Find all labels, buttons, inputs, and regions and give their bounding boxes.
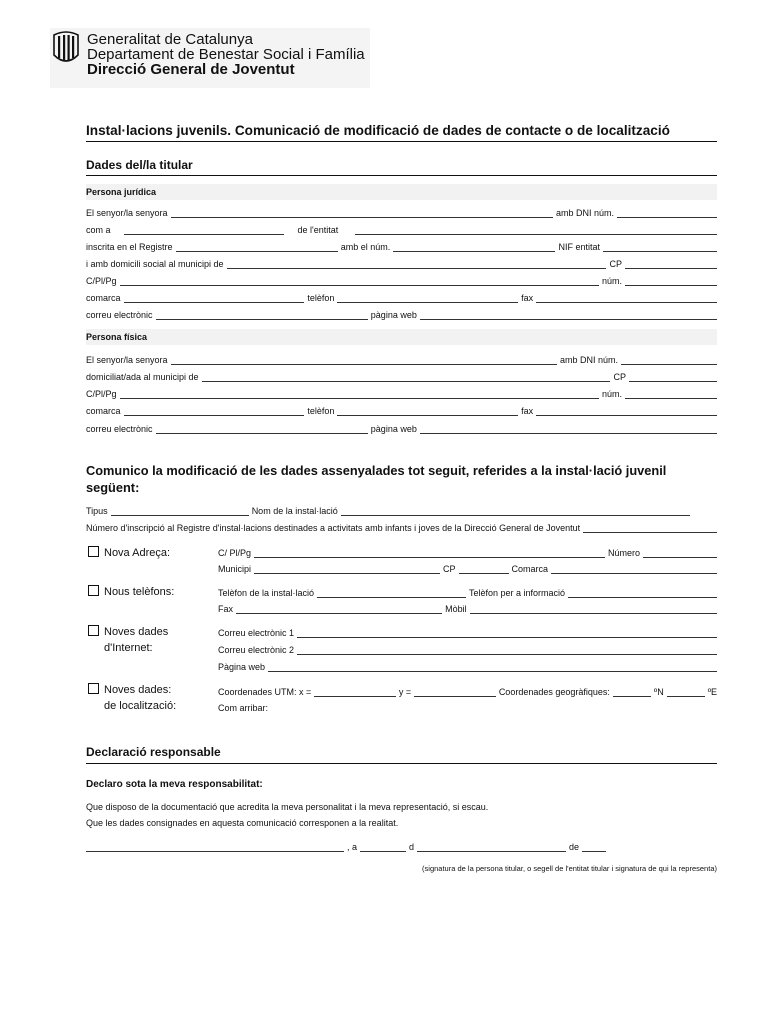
com-arribar-label: Com arribar: xyxy=(218,703,269,713)
juridica-heading: Persona jurídica xyxy=(86,187,157,197)
nous-telefons-checkbox[interactable] xyxy=(88,585,99,596)
label: NIF entitat xyxy=(558,242,600,252)
municipi-field[interactable] xyxy=(227,260,607,269)
comarca-field[interactable] xyxy=(124,407,305,416)
num-field[interactable] xyxy=(625,390,717,399)
telefons-row-2 xyxy=(218,602,717,614)
geo-e-field[interactable] xyxy=(667,688,705,697)
comarca-field[interactable] xyxy=(551,565,717,574)
label: Fax xyxy=(218,604,234,614)
nom-installacio-field[interactable] xyxy=(341,507,690,516)
label: Coordenades UTM: x = xyxy=(218,687,312,697)
fisica-row-3 xyxy=(86,387,717,399)
localitzacio-label-2: de localització: xyxy=(104,700,177,712)
localitzacio-row-2 xyxy=(218,701,717,713)
utm-x-field[interactable] xyxy=(314,688,396,697)
label: núm. xyxy=(601,389,622,399)
label: telèfon xyxy=(307,406,335,416)
label: de xyxy=(568,842,579,852)
label: de l'entitat xyxy=(297,225,339,235)
label: núm. xyxy=(601,276,622,286)
label: ºE xyxy=(707,687,717,697)
senyor-field[interactable] xyxy=(171,209,553,218)
label: Municipi xyxy=(218,564,252,574)
telefons-row-1 xyxy=(218,586,717,598)
declaracio-rule xyxy=(86,763,717,764)
section-titular-rule xyxy=(86,175,717,176)
label: domiciliat/ada al municipi de xyxy=(86,372,199,382)
label: Número d'inscripció al Registre d'instal·lacions destinades a activitats amb infants i joves de la Direcció General de Joventut xyxy=(86,523,581,533)
organization-name xyxy=(87,32,365,77)
telefon-field[interactable] xyxy=(337,407,518,416)
label: CP xyxy=(609,259,622,269)
label: correu electrònic xyxy=(86,310,153,320)
nous-telefons-label: Nous telèfons: xyxy=(104,586,175,598)
fax-field[interactable] xyxy=(236,605,442,614)
mobil-field[interactable] xyxy=(470,605,717,614)
tipus-row xyxy=(86,504,690,516)
com-a-field[interactable] xyxy=(124,226,284,235)
inscripcio-row xyxy=(86,521,717,533)
adreca-field[interactable] xyxy=(120,277,599,286)
sign-year-field[interactable] xyxy=(582,843,606,852)
dni-field[interactable] xyxy=(617,209,717,218)
adreca-row-1 xyxy=(218,546,717,558)
label: Telèfon per a informació xyxy=(469,588,566,598)
nova-adreca-checkbox[interactable] xyxy=(88,546,99,557)
internet-label-1: Noves dades xyxy=(104,626,169,638)
label: ºN xyxy=(653,687,664,697)
declaracio-line-1: Que disposo de la documentació que acredita la meva personalitat i la meva representació, si escau. xyxy=(86,802,489,812)
title-rule xyxy=(86,141,717,142)
registre-field[interactable] xyxy=(176,243,338,252)
adreca-field[interactable] xyxy=(120,390,599,399)
fisica-row-1 xyxy=(86,353,717,365)
org-line-1: Generalitat de Catalunya xyxy=(87,31,253,48)
label: CP xyxy=(613,372,626,382)
label: Pàgina web xyxy=(218,662,266,672)
comarca-field[interactable] xyxy=(124,294,305,303)
comunico-heading: Comunico la modificació de les dades assenyalades tot seguit, referides a la instal·lació juvenil següent: xyxy=(86,463,667,495)
correu-1-field[interactable] xyxy=(297,629,717,638)
label: comarca xyxy=(86,293,121,303)
label: C/ Pl/Pg xyxy=(218,548,252,558)
numero-field[interactable] xyxy=(643,549,717,558)
web-field[interactable] xyxy=(268,663,717,672)
nous-telefons-option[interactable] xyxy=(88,584,174,600)
senyor-field[interactable] xyxy=(171,356,557,365)
sign-day-field[interactable] xyxy=(360,843,406,852)
internet-checkbox[interactable] xyxy=(88,625,99,636)
label: C/Pl/Pg xyxy=(86,276,117,286)
juridica-row-7 xyxy=(86,308,717,320)
label: amb el núm. xyxy=(340,242,391,252)
fisica-row-5 xyxy=(86,422,717,434)
nif-field[interactable] xyxy=(603,243,717,252)
internet-row-3 xyxy=(218,660,717,672)
label: Nom de la instal·lació xyxy=(251,506,338,516)
label: Comarca xyxy=(511,564,549,574)
label: El senyor/la senyora xyxy=(86,208,168,218)
fisica-row-4 xyxy=(86,404,717,416)
sign-name-field[interactable] xyxy=(86,843,344,852)
localitzacio-checkbox[interactable] xyxy=(88,683,99,694)
signature-note: (signatura de la persona titular, o segell de l'entitat titular i signatura de qui la representa) xyxy=(422,864,717,873)
juridica-row-3 xyxy=(86,240,717,252)
geo-n-field[interactable] xyxy=(613,688,651,697)
correu-field[interactable] xyxy=(156,311,368,320)
label: Tipus xyxy=(86,506,108,516)
label: pàgina web xyxy=(370,424,417,434)
sign-month-field[interactable] xyxy=(417,843,566,852)
adreca-field[interactable] xyxy=(254,549,605,558)
internet-row-1 xyxy=(218,626,717,638)
juridica-row-1 xyxy=(86,206,717,218)
juridica-row-4 xyxy=(86,257,717,269)
declaracio-subheading: Declaro sota la meva responsabilitat: xyxy=(86,779,263,790)
localitzacio-row-1 xyxy=(218,685,717,697)
declaracio-line-2: Que les dades consignades en aquesta comunicació corresponen a la realitat. xyxy=(86,818,399,828)
label: pàgina web xyxy=(370,310,417,320)
juridica-bar xyxy=(86,184,717,200)
internet-label-2: d'Internet: xyxy=(104,642,153,654)
nova-adreca-label: Nova Adreça: xyxy=(104,547,171,559)
section-titular-heading: Dades del/la titular xyxy=(86,158,193,172)
label: comarca xyxy=(86,406,121,416)
declaracio-heading: Declaració responsable xyxy=(86,745,221,759)
localitzacio-option[interactable] xyxy=(88,682,176,714)
correu-field[interactable] xyxy=(156,425,368,434)
nova-adreca-option[interactable] xyxy=(88,545,170,561)
label: El senyor/la senyora xyxy=(86,355,168,365)
correu-2-field[interactable] xyxy=(297,646,717,655)
label: y = xyxy=(398,687,412,697)
label: amb DNI núm. xyxy=(559,355,618,365)
label: Correu electrònic 1 xyxy=(218,628,295,638)
num-field[interactable] xyxy=(625,277,717,286)
juridica-row-5 xyxy=(86,274,717,286)
label: Número xyxy=(607,548,640,558)
label: , a xyxy=(347,842,358,852)
sign-row xyxy=(86,840,606,852)
municipi-field[interactable] xyxy=(202,373,611,382)
generalitat-logo xyxy=(52,31,80,65)
fisica-bar xyxy=(86,329,717,345)
label: com a xyxy=(86,225,111,235)
telefon-installacio-field[interactable] xyxy=(317,589,466,598)
fax-field[interactable] xyxy=(536,407,717,416)
fisica-heading: Persona física xyxy=(86,332,148,342)
label: Telèfon de la instal·lació xyxy=(218,588,315,598)
juridica-row-6 xyxy=(86,291,717,303)
adreca-row-2 xyxy=(218,562,717,574)
label: i amb domicili social al municipi de xyxy=(86,259,224,269)
label: fax xyxy=(521,293,534,303)
label: fax xyxy=(521,406,534,416)
web-field[interactable] xyxy=(420,425,717,434)
cp-field[interactable] xyxy=(625,260,717,269)
label: amb DNI núm. xyxy=(555,208,614,218)
inscripcio-field[interactable] xyxy=(583,524,717,533)
noves-dades-internet-option[interactable] xyxy=(88,624,168,656)
label: CP xyxy=(443,564,456,574)
telefon-informacio-field[interactable] xyxy=(568,589,717,598)
label: Coordenades geogràfiques: xyxy=(498,687,610,697)
municipi-field[interactable] xyxy=(254,565,440,574)
juridica-row-2 xyxy=(86,223,717,235)
fisica-row-2 xyxy=(86,370,717,382)
label: d xyxy=(409,842,415,852)
cp-field[interactable] xyxy=(629,373,717,382)
label: Correu electrònic 2 xyxy=(218,645,295,655)
entitat-field[interactable] xyxy=(355,226,717,235)
internet-row-2 xyxy=(218,643,717,655)
label: inscrita en el Registre xyxy=(86,242,173,252)
page-title: Instal·lacions juvenils. Comunicació de modificació de dades de contacte o de localització xyxy=(86,123,670,138)
label: C/Pl/Pg xyxy=(86,389,117,399)
localitzacio-label-1: Noves dades: xyxy=(104,684,172,696)
label: Mòbil xyxy=(445,604,467,614)
num-field[interactable] xyxy=(393,243,555,252)
org-line-2: Departament de Benestar Social i Família xyxy=(87,46,365,63)
telefon-field[interactable] xyxy=(337,294,518,303)
org-line-3: Direcció General de Joventut xyxy=(87,61,295,78)
tipus-field[interactable] xyxy=(111,507,249,516)
label: correu electrònic xyxy=(86,424,153,434)
fax-field[interactable] xyxy=(536,294,717,303)
dni-field[interactable] xyxy=(621,356,717,365)
utm-y-field[interactable] xyxy=(414,688,496,697)
label: telèfon xyxy=(307,293,335,303)
cp-field[interactable] xyxy=(459,565,509,574)
web-field[interactable] xyxy=(420,311,717,320)
